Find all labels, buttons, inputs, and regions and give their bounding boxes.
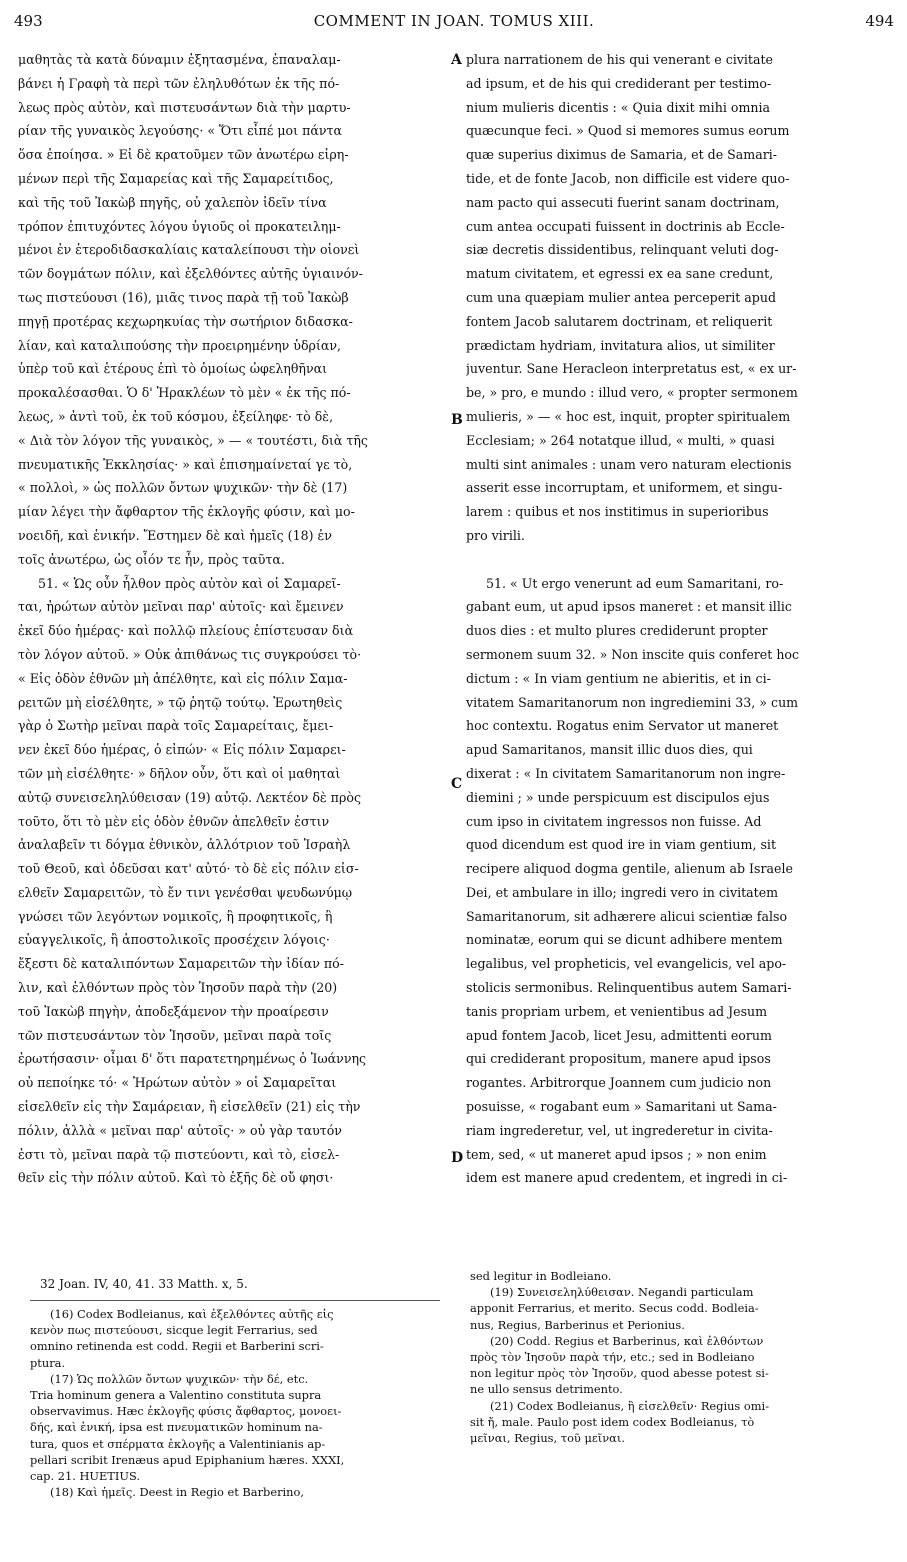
greek-col-line: 51. « Ὡς οὖν ἦλθον πρὸς αὐτὸν καὶ οἱ Σαμαρεῖ- (38, 575, 341, 591)
latin-col-line: pro virili. (466, 527, 525, 543)
latin-col-line: prædictam hydriam, invitatura alios, ut similiter (466, 337, 775, 353)
latin-col-line: plura narrationem de his qui venerant e civitate (466, 52, 774, 67)
notes-left-line: δής, καὶ ἑνική, ipsa est πνευματικῶν hominum na- (30, 1420, 323, 1435)
greek-col-line: γνώσει τῶν λεγόντων νομικοῖς, ἢ προφητικοῖς, ἢ (18, 908, 333, 924)
greek-col-line: προκαλέσασθαι. Ὁ δ' Ἡρακλέων τὸ μὲν « ἐκ τῆς πό- (18, 385, 351, 401)
latin-col-line: qui crediderant propositum, manere apud ipsos (466, 1051, 771, 1067)
latin-col-line: dictum : « In viam gentium ne abieritis, et in ci- (466, 670, 771, 686)
greek-col-line: τως πιστεύουσι (16), μιᾶς τινος παρὰ τῇ τοῦ Ἰακὼβ (18, 289, 349, 305)
page-number-right: 494 (865, 12, 894, 30)
latin-col-line: asserit esse incorruptam, et uniformem, et singu- (466, 480, 783, 496)
footnotes-right (470, 1268, 890, 1446)
latin-col-line: rogantes. Arbitrorque Joannem cum judicio non (466, 1075, 772, 1091)
margin-marker-b: B (451, 412, 463, 428)
greek-col-line: εἰσελθεῖν εἰς τὴν Σαμάρειαν, ἢ εἰσελθεῖν (21) εἰς τὴν (18, 1099, 361, 1115)
greek-col-line: τῶν δογμάτων πόλιν, καὶ ἐξελθόντες αὐτῆς ὑγιαινόν- (18, 266, 363, 282)
latin-col-line: fontem Jacob salutarem doctrinam, et reliquerit (466, 313, 773, 329)
latin-col-line: juventur. Sane Heracleon interpretatus est, « ex ur- (466, 361, 797, 377)
greek-col-line: ελθεῖν Σαμαρειτῶν, τὸ ἔν τινι γενέσθαι ψευδωνύμῳ (18, 884, 353, 900)
latin-col-line: sermonem suum 32. » Non inscite quis conferet hoc (466, 646, 800, 662)
latin-col-line: diemini ; » unde perspicuum est discipulos ejus (466, 789, 770, 805)
greek-col-line: τοῦτο, ὅτι τὸ μὲν εἰς ὁδὸν ἐθνῶν ἀπελθεῖν ἐστιν (18, 813, 330, 829)
latin-col-line: siæ decretis dissidentibus, relinquant veluti dog- (466, 242, 779, 258)
latin-col-line: dixerat : « In civitatem Samaritanorum non ingre- (466, 765, 786, 781)
greek-col-line: εὐαγγελικοῖς, ἢ ἀποστολικοῖς προσέχειν λόγοις· (18, 932, 330, 948)
greek-col-line: λίαν, καὶ καταλιπούσης τὴν προειρημένην ὑδρίαν, (18, 337, 342, 353)
greek-col-line: λιν, καὶ ἐλθόντων πρὸς τὸν Ἰησοῦν παρὰ τὴν (20) (18, 980, 338, 996)
notes-right-line: sed legitur in Bodleiano. (470, 1269, 612, 1283)
latin-col-line: matum civitatem, et egressi ex ea sane credunt, (466, 266, 774, 282)
latin-col-line: be, » pro, e mundo : illud vero, « propter sermonem (466, 385, 798, 401)
margin-marker-c: C (451, 776, 463, 792)
greek-col-line: οὐ πεποίηκε τό· « Ἠρώτων αὐτὸν » οἱ Σαμαρεῖται (18, 1075, 337, 1091)
greek-col-line: ρειτῶν μὴ εἰσέλθητε, » τῷ ῥητῷ τούτῳ. Ἐρωτηθεὶς (18, 694, 343, 710)
latin-col-line: nominatæ, eorum qui se dicunt adhibere mentem (466, 932, 783, 948)
latin-col-line: vitatem Samaritanorum non ingrediemini 33, » cum (466, 694, 799, 710)
notes-left-line: cap. 21. HUETIUS. (30, 1468, 141, 1483)
greek-col-line: ται, ἠρώτων αὐτὸν μεῖναι παρ' αὐτοῖς· καὶ ἔμεινεν (18, 599, 344, 615)
notes-right-line: nus, Regius, Barberinus et Perionius. (470, 1317, 685, 1332)
notes-left-line: omnino retinenda est codd. Regii et Barberini scri- (30, 1339, 324, 1354)
latin-col-line: cum ipso in civitatem ingressos non fuisse. Ad (466, 813, 762, 829)
latin-col-line: tem, sed, « ut maneret apud ipsos ; » non enim (466, 1146, 767, 1162)
greek-col-line: πνευματικῆς Ἐκκλησίας· » καὶ ἐπισημαίνεταί γε τὸ, (18, 456, 353, 472)
greek-col-line: τῶν μὴ εἰσέλθητε· » δῆλον οὖν, ὅτι καὶ οἱ μαθηταὶ (18, 765, 341, 781)
greek-text-column (18, 48, 450, 1190)
greek-col-line: ἀναλαβεῖν τι δόγμα ἐθνικὸν, ἀλλότριον τοῦ Ἰσραὴλ (18, 837, 351, 853)
greek-col-line: τοῖς ἀνωτέρω, ὡς οἷόν τε ἦν, πρὸς ταῦτα. (18, 551, 285, 567)
latin-col-line: cum antea occupati fuissent in doctrinis ab Eccle- (466, 218, 785, 234)
latin-col-line: nam pacto qui assecuti fuerint sanam doctrinam, (466, 194, 780, 210)
latin-col-line: tide, et de fonte Jacob, non difficile est videre quo- (466, 170, 790, 186)
latin-col-line: quæcunque feci. » Quod si memores sumus eorum (466, 123, 790, 139)
greek-col-line: τῶν πιστευσάντων τὸν Ἰησοῦν, μεῖναι παρὰ τοῖς (18, 1027, 332, 1043)
notes-right-line: (21) Codex Bodleianus, ἢ εἰσελθεῖν· Regius omi- (490, 1398, 770, 1413)
notes-right-line: (19) Συνεισεληλύθεισαν. Negandi particulam (490, 1285, 754, 1300)
latin-col-line: larem : quibus et nos institimus in superioribus (466, 504, 769, 520)
notes-right-line: sit ἤ, male. Paulo post idem codex Bodleianus, τὸ (470, 1414, 755, 1429)
notes-right-line: πρὸς τὸν Ἰησοῦν παρὰ τήν, etc.; sed in Bodleiano (470, 1349, 755, 1364)
greek-col-line: μένων περὶ τῆς Σαμαρείας καὶ τῆς Σαμαρείτιδος, (18, 170, 334, 186)
latin-col-line: quod dicendum est quod ire in viam gentium, sit (466, 837, 777, 853)
greek-col-line: « πολλοὶ, » ὡς πολλῶν ὄντων ψυχικῶν· τὴν δὲ (17) (18, 480, 348, 496)
greek-col-line: μένοι ἐν ἑτεροδιδασκαλίαις καταλείπουσι τὴν οἱονεὶ (18, 242, 360, 258)
greek-col-line: αὐτῷ συνεισεληλύθεισαν (19) αὐτῷ. Λεκτέον δὲ πρὸς (18, 789, 362, 805)
notes-left-line: (18) Καὶ ἡμεῖς. Deest in Regio et Barberino, (50, 1485, 304, 1500)
margin-markers (451, 40, 465, 1240)
latin-col-line: posuisse, « rogabant eum » Samaritani ut Sama- (466, 1099, 777, 1115)
latin-col-line: ad ipsum, et de his qui crediderant per testimo- (466, 75, 772, 91)
notes-left-line: pellari scribit Irenæus apud Epiphanium hæres. XXXI, (30, 1452, 345, 1467)
greek-col-line: πηγῇ προτέρας κεχωρηκυίας τὴν σωτήριον διδασκα- (18, 313, 353, 329)
notes-left-line: (17) Ὡς πολλῶν ὄντων ψυχικῶν· τὴν δέ, etc. (50, 1371, 309, 1386)
notes-left-line: observavimus. Hæc ἐκλογῆς φύσις ἄφθαρτος, μονοει- (30, 1404, 342, 1419)
latin-col-line: recipere aliquod dogma gentile, alienum ab Israele (466, 861, 793, 877)
footnotes-left (30, 1306, 440, 1500)
greek-col-line: καὶ τῆς τοῦ Ἰακὼβ πηγῆς, οὐ χαλεπὸν ἰδεῖν τίνα (18, 194, 327, 210)
margin-marker-a: A (451, 52, 462, 68)
margin-marker-d: D (451, 1150, 464, 1166)
notes-left-line: tura, quos et σπέρματα ἐκλογῆς a Valentinianis ap- (30, 1436, 326, 1451)
greek-col-line: τοῦ Θεοῦ, καὶ ὁδεῦσαι κατ' αὐτό· τὸ δὲ εἰς πόλιν εἰσ- (18, 861, 359, 877)
latin-col-line (466, 548, 896, 572)
greek-col-line: τὸν λόγον αὐτοῦ. » Οὐκ ἀπιθάνως τις συγκρούσει τὸ· (18, 646, 362, 662)
latin-col-line: 51. « Ut ergo venerunt ad eum Samaritani, ro- (486, 575, 784, 591)
greek-col-line: ρίαν τῆς γυναικὸς λεγούσης· « Ὅτι εἶπέ μοι πάντα (18, 123, 342, 139)
latin-col-line: Dei, et ambulare in illo; ingredi vero in civitatem (466, 884, 779, 900)
notes-left-line: κενὸν πως πιστεύουσι, sicque legit Ferrarius, sed (30, 1323, 318, 1338)
notes-left-line: ptura. (30, 1355, 66, 1370)
greek-col-line: μαθητὰς τὰ κατὰ δύναμιν ἐξητασμένα, ἐπαναλαμ- (18, 52, 341, 67)
latin-col-line: legalibus, vel propheticis, vel evangelicis, vel apo- (466, 956, 787, 972)
notes-left-line: (16) Codex Bodleianus, καὶ ἐξελθόντες αὐτῆς εἰς (50, 1307, 334, 1321)
latin-col-line: duos dies : et multo plures crediderunt propter (466, 623, 768, 639)
greek-col-line: ἐκεῖ δύο ἡμέρας· καὶ πολλῷ πλείους ἐπίστευσαν διὰ (18, 623, 354, 639)
latin-col-line: quæ superius diximus de Samaria, et de Samari- (466, 147, 778, 163)
greek-col-line: ὑπὲρ τοῦ καὶ ἑτέρους ἐπὶ τὸ ὁμοίως ὠφεληθῆναι (18, 361, 328, 377)
greek-col-line: λεως, » ἀντὶ τοῦ, ἐκ τοῦ κόσμου, ἐξείληφε· τὸ δὲ, (18, 408, 334, 424)
latin-col-line: stolicis sermonibus. Relinquentibus autem Samari- (466, 980, 792, 996)
greek-col-line: γὰρ ὁ Σωτὴρ μεῖναι παρὰ τοῖς Σαμαρείταις, ἔμει- (18, 718, 334, 734)
latin-col-line: idem est manere apud credentem, et ingredi in ci- (466, 1170, 788, 1186)
greek-col-line: « Εἰς ὁδὸν ἐθνῶν μὴ ἀπέλθητε, καὶ εἰς πόλιν Σαμα- (18, 670, 348, 686)
latin-col-line: mulieris, » — « hoc est, inquit, propter spiritualem (466, 408, 791, 424)
latin-col-line: gabant eum, ut apud ipsos maneret : et mansit illic (466, 599, 792, 615)
latin-col-line: Samaritanorum, sit adhærere alicui scientiæ falso (466, 908, 788, 924)
page-number-left: 493 (14, 12, 43, 30)
notes-right-line: non legitur πρὸς τὸν Ἰησοῦν, quod abesse potest si- (470, 1366, 769, 1381)
greek-col-line: θεῖν εἰς τὴν πόλιν αὐτοῦ. Καὶ τὸ ἑξῆς δὲ οὔ φησι· (18, 1170, 334, 1186)
latin-col-line: cum una quæpiam mulier antea perceperit apud (466, 289, 777, 305)
notes-right-line: apponit Ferrarius, et merito. Secus codd. Bodleia- (470, 1301, 759, 1316)
scripture-references: 32 Joan. IV, 40, 41. 33 Matth. x, 5. (40, 1277, 248, 1291)
greek-col-line: λεως πρὸς αὐτὸν, καὶ πιστευσάντων διὰ τὴν μαρτυ- (18, 99, 351, 115)
latin-text-column (466, 48, 896, 1190)
footnote-rule-left (30, 1300, 440, 1301)
latin-col-line: riam ingrederetur, vel, ut ingrederetur in civita- (466, 1122, 773, 1138)
greek-col-line: τρόπον ἐπιτυχόντες λόγου ὑγιοῦς οἱ προκατειλημ- (18, 218, 341, 234)
greek-col-line: ἐρωτήσασιν· οἶμαι δ' ὅτι παρατετηρημένως ὁ Ἰωάννης (18, 1051, 367, 1067)
latin-col-line: apud Samaritanos, mansit illic duos dies, qui (466, 742, 753, 758)
greek-col-line: νοειδῆ, καὶ ἑνικήν. Ἔστημεν δὲ καὶ ἡμεῖς (18) ἐν (18, 527, 332, 543)
notes-right-line: μεῖναι, Regius, τοῦ μεῖναι. (470, 1430, 625, 1445)
running-title: COMMENT IN JOAN. TOMUS XIII. (313, 12, 595, 30)
greek-col-line: νεν ἐκεῖ δύο ἡμέρας, ὁ εἰπών· « Εἰς πόλιν Σαμαρει- (18, 742, 346, 758)
notes-right-line: ne ullo sensus detrimento. (470, 1382, 623, 1397)
latin-col-line: hoc contextu. Rogatus enim Servator ut maneret (466, 718, 779, 734)
greek-col-line: μίαν λέγει τὴν ἄφθαρτον τῆς ἐκλογῆς φύσιν, καὶ μο- (18, 504, 355, 520)
latin-col-line: apud fontem Jacob, licet Jesu, admittenti eorum (466, 1027, 772, 1043)
greek-col-line: ἔξεστι δὲ καταλιπόντων Σαμαρειτῶν τὴν ἰδίαν πό- (18, 956, 345, 972)
latin-col-line: tanis propriam urbem, et venientibus ad Jesum (466, 1003, 768, 1019)
greek-col-line: βάνει ἡ Γραφὴ τὰ περὶ τῶν ἐληλυθότων ἐκ τῆς πό- (18, 75, 340, 91)
greek-col-line: « Διὰ τὸν λόγον τῆς γυναικὸς, » — « τουτέστι, διὰ τῆς (18, 432, 368, 448)
notes-left-line: Tria hominum genera a Valentino constituta supra (30, 1387, 322, 1402)
greek-col-line: ἐστι τὸ, μεῖναι παρὰ τῷ πιστεύοντι, καὶ τὸ, εἰσελ- (18, 1146, 340, 1162)
greek-col-line: τοῦ Ἰακὼβ πηγὴν, ἀποδεξάμενον τὴν προαίρεσιν (18, 1003, 329, 1019)
greek-col-line: πόλιν, ἀλλὰ « μεῖναι παρ' αὐτοῖς· » οὐ γὰρ ταυτόν (18, 1122, 342, 1138)
greek-col-line: ὅσα ἐποίησα. » Εἰ δὲ κρατοῦμεν τῶν ἀνωτέρω εἰρη- (18, 147, 349, 163)
latin-col-line: nium mulieris dicentis : « Quia dixit mihi omnia (466, 99, 771, 115)
page-header (14, 12, 894, 34)
latin-col-line: Ecclesiam; » 264 notatque illud, « multi, » quasi (466, 432, 775, 448)
notes-right-line: (20) Codd. Regius et Barberinus, καὶ ἐλθόντων (490, 1333, 764, 1348)
latin-col-line: multi sint animales : unam vero naturam electionis (466, 456, 792, 472)
